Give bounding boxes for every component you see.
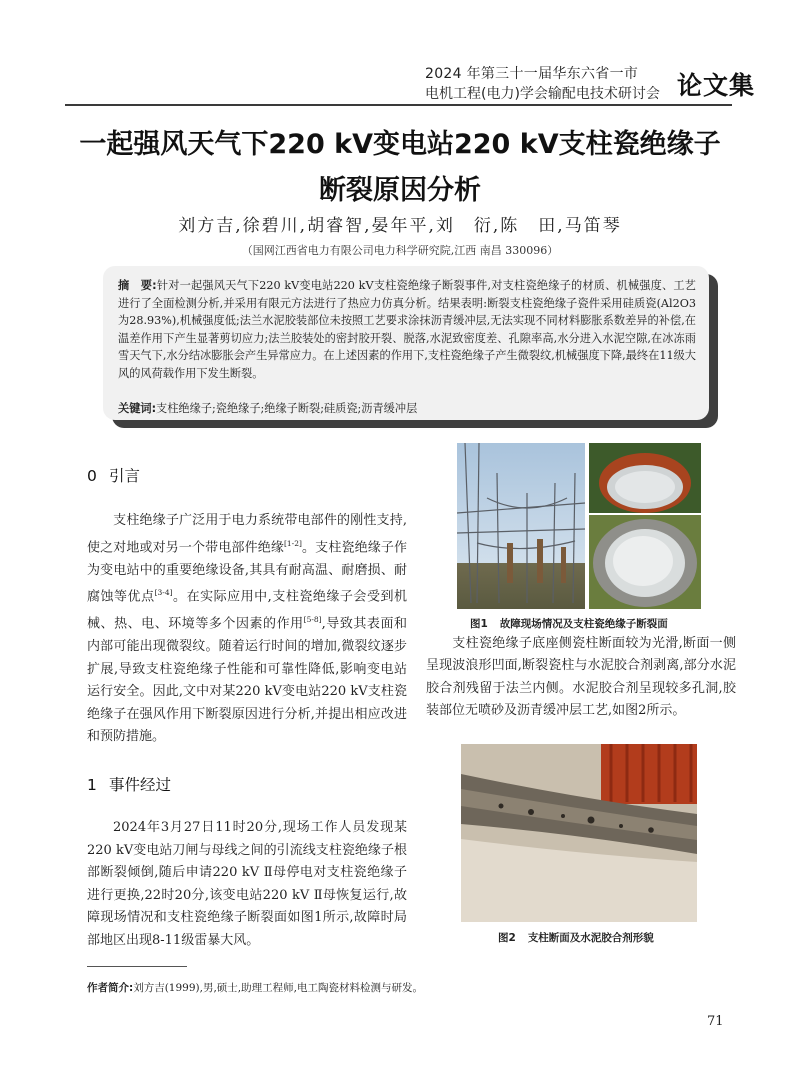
keywords-text: 支柱绝缘子;瓷绝缘子;绝缘子断裂;硅质瓷;沥青缓冲层 xyxy=(156,402,418,415)
figure-2-caption xyxy=(498,930,654,945)
figure-caption-text: 故障现场情况及支柱瓷绝缘子断裂面 xyxy=(499,618,668,630)
intro-text-part: 。支柱瓷绝缘子作为变电站中的重要绝缘设备,其具有耐高温、耐磨损、耐腐蚀等优点 xyxy=(87,539,407,605)
section-number: 0 xyxy=(87,467,97,485)
citation: [5-8] xyxy=(303,615,322,625)
fracture-description-text: 支柱瓷绝缘子底座侧瓷柱断面较为光滑,断面一侧呈现波浪形凹面,断裂瓷柱与水泥胶合剂剥离,部分水泥胶合剂残留于法兰内侧。水泥胶合剂呈现较多孔洞,胶装部位无喷砂及沥青缓冲层工艺,如图2所示。 xyxy=(426,636,736,718)
intro-text-part: 。在实际应用中,支柱瓷绝缘子会受到机械、热、电、环境等多个因素的作用 xyxy=(87,589,407,632)
figure-1-caption xyxy=(470,616,668,631)
header-conference-line2: 电机工程(电力)学会输配电技术研讨会 xyxy=(425,86,660,102)
header-brand: 论文集 xyxy=(677,71,756,100)
figure-1-image xyxy=(457,443,701,609)
section-number: 1 xyxy=(87,776,97,794)
citation: [3-4] xyxy=(154,588,173,598)
header-rule xyxy=(65,104,732,106)
paper-title-line1: 一起强风天气下220 kV变电站220 kV支柱瓷绝缘子 xyxy=(79,129,721,160)
paper-title-line2: 断裂原因分析 xyxy=(319,175,481,206)
intro-text-part: 支柱绝缘子广泛用于电力系统带电部件的刚性支持,使之对地或对另一个带电部件绝缘 xyxy=(87,513,407,555)
author-note-label: 作者简介: xyxy=(87,982,134,994)
section-title: 事件经过 xyxy=(109,776,172,794)
paper-affiliation: （国网江西省电力有限公司电力科学研究院,江西 南昌 330096） xyxy=(241,244,559,257)
paper-authors: 刘方吉,徐碧川,胡睿智,晏年平,刘 衍,陈 田,马笛琴 xyxy=(178,216,622,236)
keywords-label: 关键词: xyxy=(118,402,157,415)
author-note-text: 刘方吉(1999),男,硕士,助理工程师,电工陶瓷材料检测与研发。 xyxy=(133,982,423,994)
figure-caption-text: 支柱断面及水泥胶合剂形貌 xyxy=(527,932,654,944)
event-paragraph xyxy=(87,817,407,953)
author-note xyxy=(87,980,737,995)
figure-2-image xyxy=(461,744,697,922)
intro-paragraph xyxy=(87,510,407,749)
figure-number: 图1 xyxy=(470,618,488,630)
abstract xyxy=(118,277,696,382)
abstract-text: 针对一起强风天气下220 kV变电站220 kV支柱瓷绝缘子断裂事件,对支柱瓷绝缘子的材质、机械强度、工艺进行了全面检测分析,并采用有限元方法进行了热应力仿真分析。结果表明:断裂支柱瓷绝缘子瓷件采用硅质瓷(Al2O3为28.93%),机械强度低;法兰水泥胶装部位未按照工艺要求涂抹沥青缓冲层,无法实现不同材料膨胀系数差异的补偿,在温差作用下产生显著剪切应力;法兰胶装处的密封胶开裂、脱落,水泥致密度差、孔隙率高,水分进入水泥空隙,在冰冻雨雪天气下,水分结冰膨胀会产生异常应力。在上述因素的作用下,支柱瓷绝缘子产生微裂纹,机械强度下降,最终在11级大风的风荷载作用下发生断裂。 xyxy=(118,279,696,380)
section-title: 引言 xyxy=(109,467,141,485)
keywords xyxy=(118,400,696,416)
event-text: 2024年3月27日11时20分,现场工作人员发现某220 kV变电站刀闸与母线之间的引流线支柱瓷绝缘子根部断裂倾倒,随后申请220 kV Ⅱ母停电对支柱瓷绝缘子进行更换,22时20分,该变电站220 kV Ⅱ母恢复运行,故障现场情况和支柱瓷绝缘子断裂面如图1所示,故障时局部地区出现8-11级雷暴大风。 xyxy=(87,820,407,948)
section-heading-intro xyxy=(87,464,140,486)
section-heading-event xyxy=(87,773,171,795)
page-number: 71 xyxy=(707,1014,724,1029)
fracture-description-paragraph xyxy=(426,633,736,722)
citation: [1-2] xyxy=(283,538,302,548)
header-conference-line1: 2024 年第三十一届华东六省一市 xyxy=(425,66,639,82)
intro-text-part: ,导致其表面和内部可能出现微裂纹。随着运行时间的增加,微裂纹逐步扩展,导致支柱瓷绝缘子性能和可靠性降低,影响变电站运行安全。因此,文中对某220 kV变电站220 kV支柱瓷绝缘子在强风作用下断裂原因进行分析,并提出相应改进和预防措施。 xyxy=(87,616,407,745)
abstract-label: 摘 要: xyxy=(118,279,157,292)
footnote-rule xyxy=(87,966,187,967)
figure-number: 图2 xyxy=(498,932,516,944)
